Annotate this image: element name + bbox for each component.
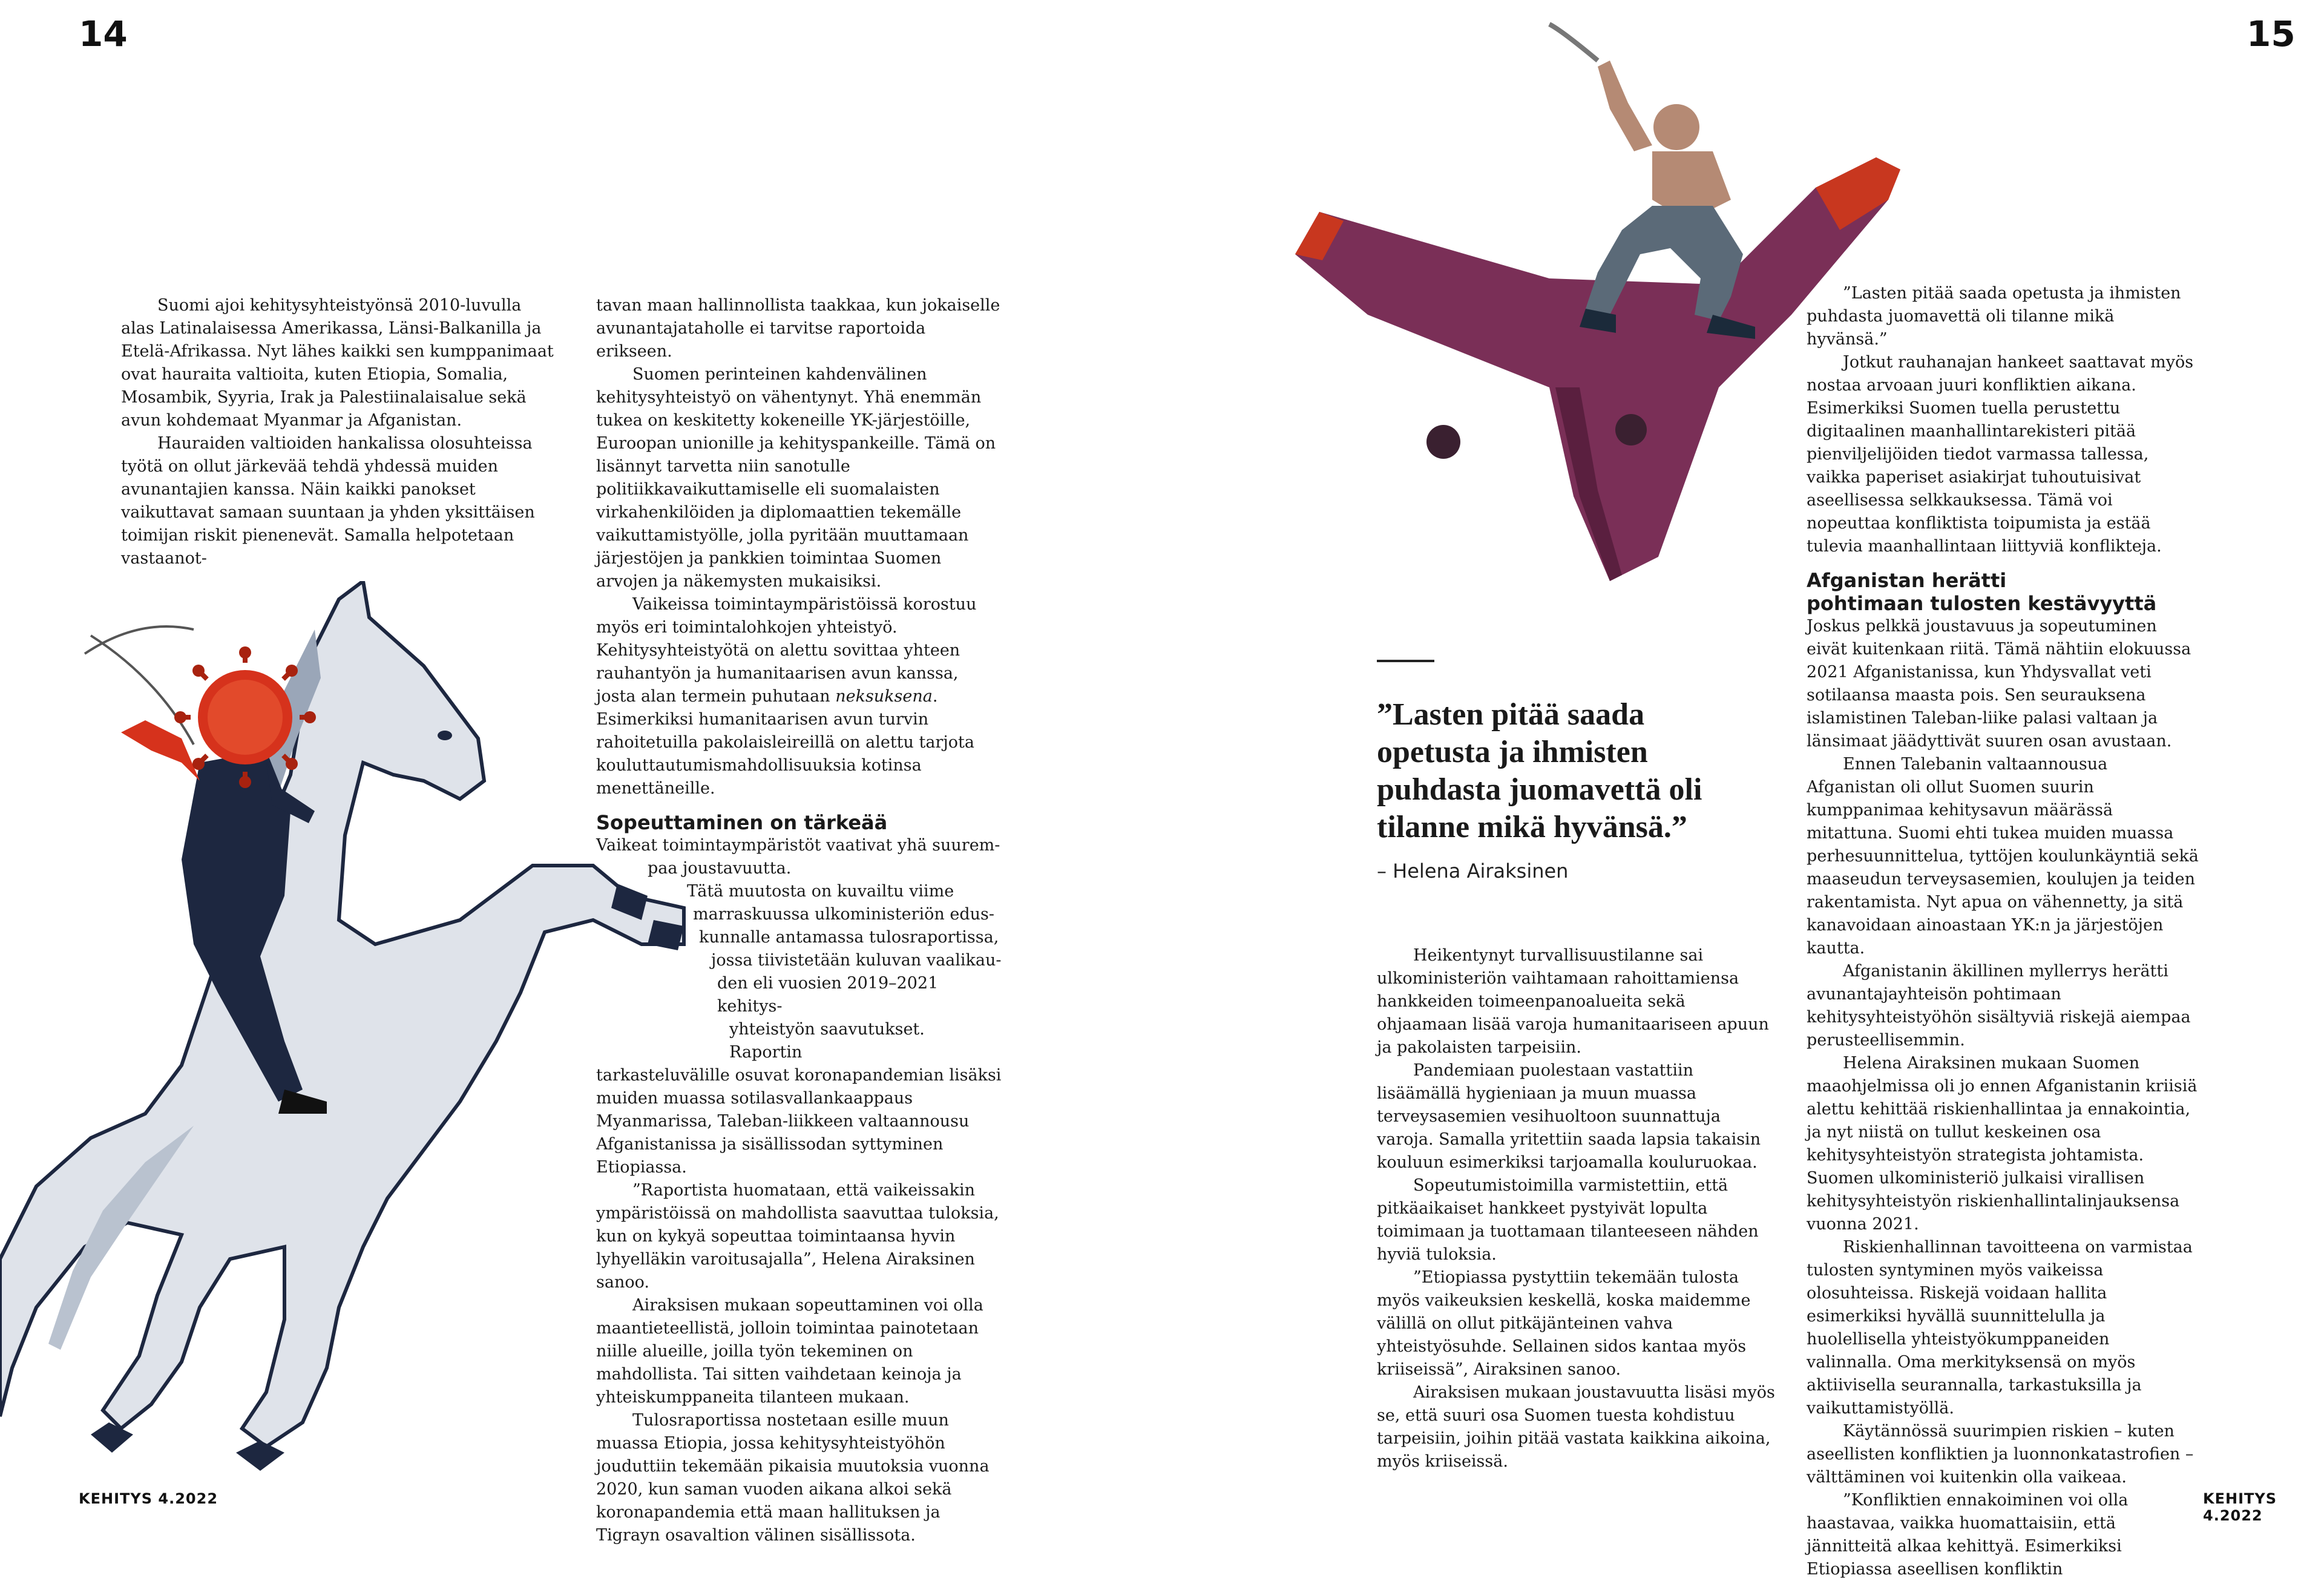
text-line: Vaikeat toimintaympäristöt vaativat yhä suurem- [596, 836, 1000, 855]
paragraph-text: Vaikeissa toimintaympäristöissä korostuu myös eri toimintalohkojen yhteistyö. Kehitysyhteistyötä on alettu sovittaa yhteen rauhantyön ja humanitaarisen avun kanssa, josta alan termein puhutaan [596, 595, 977, 706]
article-column-4 [1807, 282, 2200, 1581]
text-line: Tätä muutosta on kuvailtu viime [687, 882, 954, 901]
term-neksus: neksuksena [835, 687, 933, 706]
text-line: den eli vuosien 2019–2021 kehitys- [717, 974, 939, 1016]
page-number-left: 14 [79, 13, 128, 54]
footer-right: KEHITYS 4.2022 [2203, 1490, 2277, 1524]
text-line: yhteistyön saavutukset. Raportin [729, 1020, 925, 1062]
article-column-2 [596, 294, 1002, 1547]
paragraph: Suomen perinteinen kahdenvälinen kehitysyhteistyö on vähentynyt. Yhä enemmän tukea on keskitetty kokeneille YK-järjestöille, Euroopan unionille ja kehityspankeille. Tämä on lisännyt tarvetta niin sanotulle politiikkavaikuttamiselle eli suomalaisten virkahenkilöiden ja diplomaattien tekemälle vaikuttamistyölle, jolla pyritään muuttamaan järjestöjen ja pankkien toimintaa Suomen arvojen ja näkemysten mukaisiksi. [596, 365, 996, 591]
paragraph-text: . Esimerkiksi humanitaarisen avun turvin rahoitetuilla pakolaisleireillä on alettu tarjota kouluttautumismahdollisuuksia kotinsa menettäneille. [596, 687, 974, 798]
paragraph: Helena Airaksinen mukaan Suomen maaohjelmissa oli jo ennen Afganistanin kriisiä alettu kehittää riskienhallintaa ja ennakointia, ja nyt niistä on tullut keskeinen osa kehitysyhteistyön strategista johtamista. Suomen ulkoministeriö julkaisi virallisen kehitysyhteistyön riskienhallintalinjauksensa vuonna 2021. [1807, 1054, 2198, 1234]
paragraph: Airaksisen mukaan joustavuutta lisäsi myös se, että suuri osa Suomen tuesta kohdistuu tarpeisiin, joihin pitää vastata kaikkina aikoina, myös kriiseissä. [1377, 1383, 1775, 1471]
pullquote-attribution: – Helena Airaksinen [1377, 860, 1569, 883]
paragraph: ”Lasten pitää saada opetusta ja ihmisten puhdasta juomavettä oli tilanne mikä hyvänsä.” [1807, 284, 2181, 349]
paragraph: tavan maan hallinnollista taakkaa, kun jokaiselle avunantajataholle ei tarvitse raportoida erikseen. [596, 296, 1000, 361]
text-line: jossa tiivistetään kuluvan vaalikau- [711, 951, 1002, 970]
article-column-1 [121, 294, 554, 570]
paragraph: Heikentynyt turvallisuustilanne sai ulkoministeriön vaihtamaan rahoittamiensa hankkeiden toimeenpanoalueita sekä ohjaamaan lisää varoja humanitaariseen apuun ja pakolaisten tarpeisiin. [1377, 946, 1769, 1057]
paragraph: ”Etiopiassa pystyttiin tekemään tulosta myös vaikeuksien keskellä, koska maidemme välillä on ollut pitkäjänteinen vahva yhteistyösuhde. Sellainen sidos kantaa myös kriiseissä”, Airaksinen sanoo. [1377, 1268, 1751, 1379]
paragraph: Käytännössä suurimpien riskien – kuten aseellisten konfliktien ja luonnonkatastrofien – välttäminen voi kuitenkin olla vaikeaa. [1807, 1422, 2194, 1487]
paragraph: Joskus pelkkä joustavuus ja sopeutuminen eivät kuitenkaan riitä. Tämä nähtiin elokuussa 2021 Afganistanissa, kun Yhdysvallat veti sotilaansa maasta pois. Sen seurauksena islamistinen Taleban-liike palasi valtaan ja länsimaat jäädyttivät suuren osan avustaan. [1807, 617, 2191, 751]
section-heading [1807, 569, 2200, 615]
wrapped-text [596, 834, 1002, 1064]
text-line: kunnalle antamassa tulosraportissa, [699, 928, 999, 947]
horse-icon [0, 581, 684, 1471]
section-heading-line: pohtimaan tulosten kestävyyttä [1807, 592, 2157, 615]
paragraph: Riskienhallinnan tavoitteena on varmistaa tulosten syntyminen myös vaikeissa olosuhteissa. Riskejä voidaan hallita esimerkiksi hyvällä suunnittelulla ja huolellisella yhteistyökumppaneiden valinnalla. Oma merkityksensä on myös aktiivisella seurannalla, tarkastuksilla ja vaikuttamistyöllä. [1807, 1238, 2193, 1418]
paragraph [596, 593, 1002, 800]
paragraph: ”Konfliktien ennakoiminen voi olla haastavaa, vaikka huomattaisiin, että jännitteitä alkaa kehittyä. Esimerkiksi Etiopiassa aseellisen konfliktin [1807, 1491, 2129, 1579]
section-heading-line: Afganistan herätti [1807, 569, 2007, 592]
paragraph: Afganistanin äkillinen myllerrys herätti avunantajayhteisön pohtimaan kehitysyhteistyöhön sisältyviä riskejä aiempaa perusteellisemmin. [1807, 962, 2191, 1050]
paragraph: Airaksisen mukaan sopeuttaminen voi olla maantieteellistä, jolloin toimintaa painotetaan niille alueille, joilla työn tekeminen on mahdollista. Tai sitten vaihdetaan keinoja ja yhteiskumppaneita tilanteen mukaan. [596, 1296, 983, 1407]
article-column-3 [1377, 944, 1776, 1473]
paragraph: ”Raportista huomataan, että vaikeissakin ympäristöissä on mahdollista saavuttaa tuloksia, kun on kykyä sopeuttaa toimintaansa hyvin lyhyelläkin varoitusajalla”, Helena Airaksinen sanoo. [596, 1181, 999, 1292]
section-heading: Sopeuttaminen on tärkeää [596, 811, 888, 834]
paragraph: Jotkut rauhanajan hankeet saattavat myös nostaa arvoaan juuri konfliktien aikana. Esimerkiksi Suomen tuella perustettu digitaalinen maanhallintarekisteri pitää pienviljelijöiden tiedot varmassa tallessa, vaikka paperiset asiakirjat tuhoutuisivat aseellisessa selkkauksessa. Tämä voi nopeuttaa konfliktista toipumista ja estää tulevia maanhallintaan liittyviä konflikteja. [1807, 353, 2194, 556]
pullquote: ”Lasten pitää saada opetusta ja ihmisten puhdasta juomavettä oli tilanne mikä hyvänsä.” [1377, 697, 1702, 844]
paragraph: Suomi ajoi kehitysyhteistyönsä 2010-luvulla alas Latinalaisessa Amerikassa, Länsi-Balkanilla ja Etelä-Afrikassa. Nyt lähes kaikki sen kumppanimaat ovat hauraita valtioita, kuten Etiopia, Somalia, Mosambik, Syyria, Irak ja Palestiinalaisalue sekä avun kohdemaat Myanmar ja Afganistan. [121, 296, 554, 430]
pullquote-rule [1377, 660, 1434, 662]
paragraph: Ennen Talebanin valtaannousua Afganistan oli ollut Suomen suurin kumppanimaa kehitysavun määrässä mitattuna. Suomi ehti tukea muiden muassa perhesuunnittelua, tyttöjen koulunkäyntiä sekä maaseudun terveysasemien, koulujen ja teiden rakentamista. Nyt apua on vähennetty, ja sitä kanavoidaan ainoastaan YK:n ja järjestöjen kautta. [1807, 755, 2199, 958]
paragraph: Tulosraportissa nostetaan esille muun muassa Etiopia, jossa kehitysyhteistyöhön jouduttiin tekemään pikaisia muutoksia vuonna 2020, kun saman vuoden aikana alkoi sekä koronapandemia että maan hallituksen ja Tigrayn osavaltion välinen sisällissota. [596, 1411, 990, 1545]
paragraph: Sopeutumistoimilla varmistettiin, että pitkäaikaiset hankkeet pystyivät lopulta toimimaan ja tuottamaan tilanteeseen nähden hyviä tuloksia. [1377, 1176, 1759, 1264]
page-number-right: 15 [2247, 13, 2296, 54]
horse-rider-illustration [0, 581, 690, 1489]
text-line: marraskuussa ulkoministeriön edus- [693, 905, 994, 924]
paragraph: Pandemiaan puolestaan vastattiin lisäämällä hygieniaan ja muun muassa terveysasemien vesihuoltoon suunnattuja varoja. Samalla yritettiin saada lapsia takaisin kouluun esimerkiksi tarjoamalla kouluruokaa. [1377, 1061, 1761, 1172]
paragraph: tarkasteluvälille osuvat koronapandemian lisäksi muiden muassa sotilasvallankaappaus Myanmarissa, Taleban-liikkeen valtaannousu Afganistanissa ja sisällissodan syttyminen Etiopiassa. [596, 1066, 1002, 1177]
text-line: paa joustavuutta. [648, 859, 792, 878]
footer-left: KEHITYS 4.2022 [79, 1490, 218, 1507]
paragraph: Hauraiden valtioiden hankalissa olosuhteissa työtä on ollut järkevää tehdä yhdessä muiden avunantajien kanssa. Näin kaikki panokset vaikuttavat samaan suuntaan ja yhden yksittäisen toimijan riskit pienenevät. Samalla helpotetaan vastaanot- [121, 434, 535, 568]
